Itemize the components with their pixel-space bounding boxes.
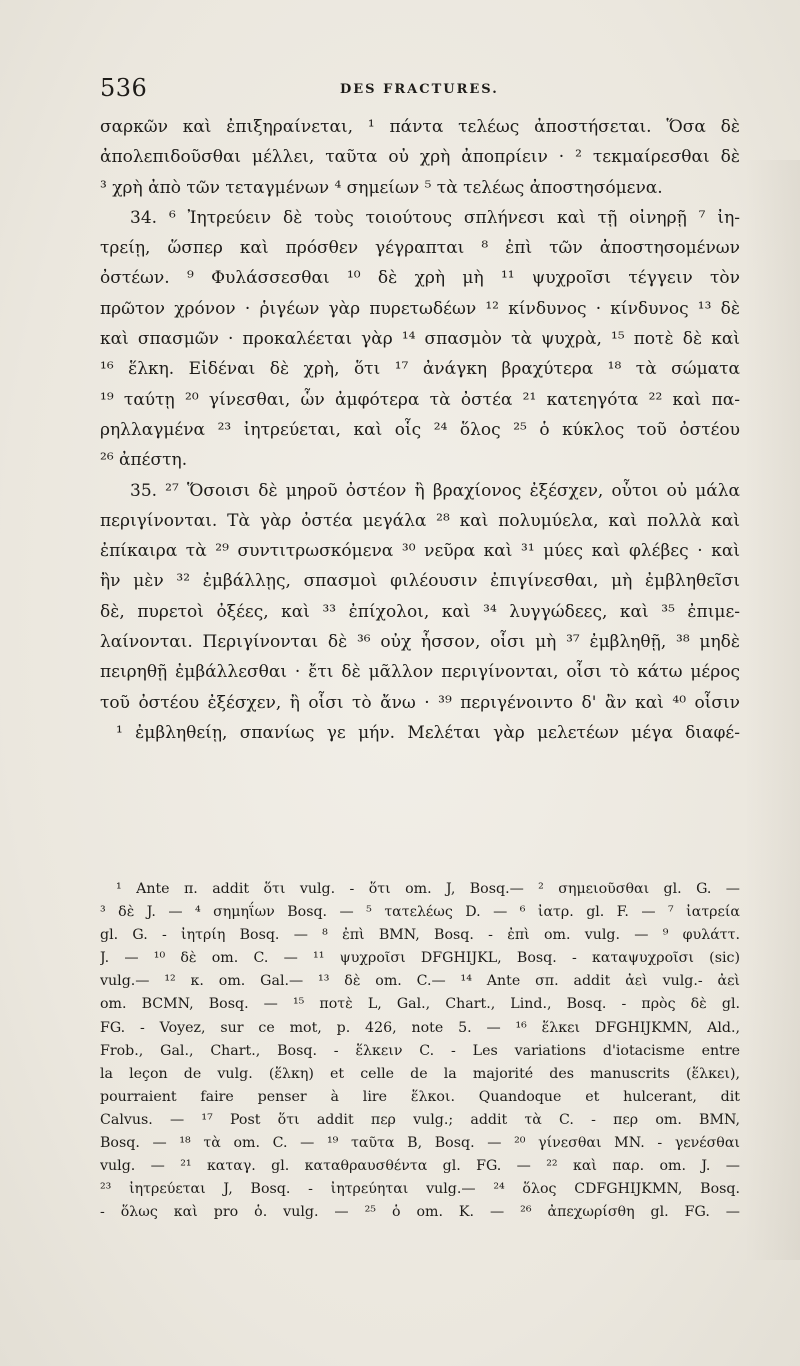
- text-line: ἢν μὲν ³² ἐμβάλλῃς, σπασμοὶ φιλέουσιν ἐπιγίνεσθαι, μὴ ἐμβληθεῖσι: [100, 571, 740, 592]
- page-header: [100, 70, 740, 110]
- text-line: ρηλλαγμένα ²³ ἰητρεύεται, καὶ οἷς ²⁴ ὅλος ²⁵ ὁ κύκλος τοῦ ὀστέου: [100, 419, 740, 440]
- text-line: τρείῃ, ὥσπερ καὶ πρόσθεν γέγραπται ⁸ ἐπὶ τῶν ἀποστησομένων: [100, 238, 740, 259]
- text-line: δὲ, πυρετοὶ ὀξέες, καὶ ³³ ἐπίχολοι, καὶ ³⁴ λυγγώδεες, καὶ ³⁵ ἐπιμε-: [100, 601, 740, 622]
- text-line: ¹ ἐμβληθείῃ, σπανίως γε μήν. Μελέται γὰρ μελετέων μέγα διαφέ-: [116, 722, 740, 743]
- text-line: λαίνονται. Περιγίνονται δὲ ³⁶ οὐχ ἧσσον, οἷσι μὴ ³⁷ ἐμβληθῇ, ³⁸ μηδὲ: [100, 632, 740, 653]
- footnote-line: ¹ Ante π. addit ὅτι vulg. - ὅτι om. J, Bosq.— ² σημειοῦσθαι gl. G. —: [116, 881, 740, 897]
- footnote-line: FG. - Voyez, sur ce mot, p. 426, note 5. — ¹⁶ ἕλκει DFGHIJKMN, Ald.,: [100, 1019, 740, 1036]
- text-line: πειρηθῇ ἐμβάλλεσθαι · ἔτι δὲ μᾶλλον περιγίνονται, οἷσι τὸ κάτω μέρος: [100, 662, 740, 683]
- main-text: [100, 112, 740, 748]
- footnote-line: vulg.— ¹² κ. om. Gal.— ¹³ δὲ om. C.— ¹⁴ Ante σπ. addit ἀεὶ vulg.- ἀεὶ: [100, 973, 740, 990]
- footnote-line: - ὅλως καὶ pro ὁ. vulg. — ²⁵ ὁ om. K. — ²⁶ ἀπεχωρίσθη gl. FG. —: [100, 1204, 740, 1221]
- running-head: DES FRACTURES.: [340, 82, 499, 97]
- footnote-line: ³ δὲ J. — ⁴ σημηΐων Bosq. — ⁵ τατελέως D. — ⁶ ἰατρ. gl. F. — ⁷ ἰατρεία: [100, 904, 740, 921]
- footnote-line: la leçon de vulg. (ἕλκη) et celle de la majorité des manuscrits (ἕλκει),: [100, 1065, 740, 1082]
- text-line: 35. ²⁷ Ὅσοισι δὲ μηροῦ ὀστέον ἢ βραχίονος ἐξέσχεν, οὗτοι οὐ μάλα: [130, 480, 740, 501]
- text-line: ¹⁶ ἕλκη. Εἰδέναι δὲ χρὴ, ὅτι ¹⁷ ἀνάγκη βραχύτερα ¹⁸ τὰ σώματα: [100, 359, 740, 380]
- footnote-line: Frob., Gal., Chart., Bosq. - ἕλκειν C. - Les variations d'iotacisme entre: [100, 1042, 740, 1059]
- footnote-line: Bosq. — ¹⁸ τὰ om. C. — ¹⁹ ταῦτα B, Bosq. — ²⁰ γίνεσθαι MN. - γενέσθαι: [100, 1135, 740, 1152]
- footnote-line: pourraient faire penser à lire ἕλκοι. Quandoque et hulcerant, dit: [100, 1088, 740, 1105]
- footnotes: [100, 878, 740, 1224]
- text-line: τοῦ ὀστέου ἐξέσχεν, ἢ οἷσι τὸ ἄνω · ³⁹ περιγένοιντο δ' ἂν καὶ ⁴⁰ οἷσιν: [100, 692, 740, 713]
- footnote-line: J. — ¹⁰ δὲ om. C. — ¹¹ ψυχροῖσι DFGHIJKL, Bosq. - καταψυχροῖσι (sic): [100, 950, 740, 967]
- page-number: 536: [100, 74, 148, 102]
- text-line: πρῶτον χρόνον · ῥιγέων γὰρ πυρετωδέων ¹² κίνδυνος · κίνδυνος ¹³ δὲ: [100, 298, 740, 319]
- text-line: ¹⁹ ταύτῃ ²⁰ γίνεσθαι, ὧν ἀμφότερα τὰ ὀστέα ²¹ κατεηγότα ²² καὶ πα-: [100, 389, 740, 410]
- footnote-line: vulg. — ²¹ καταγ. gl. καταθραυσθέντα gl. FG. — ²² καὶ παρ. om. J. —: [100, 1158, 740, 1175]
- text-line: 34. ⁶ Ἰητρεύειν δὲ τοὺς τοιούτους σπλήνεσι καὶ τῇ οἰνηρῇ ⁷ ἰη-: [130, 207, 740, 228]
- text-line: ³ χρὴ ἀπὸ τῶν τεταγμένων ⁴ σημείων ⁵ τὰ τελέως ἀποστησόμενα.: [100, 177, 663, 198]
- footnote-line: gl. G. - ἰητρίη Bosq. — ⁸ ἐπὶ BMN, Bosq. - ἐπὶ om. vulg. — ⁹ φυλάττ.: [100, 927, 740, 944]
- text-line: περιγίνονται. Τὰ γὰρ ὀστέα μεγάλα ²⁸ καὶ πολυμύελα, καὶ πολλὰ καὶ: [100, 510, 740, 531]
- text-line: ἐπίκαιρα τὰ ²⁹ συντιτρωσκόμενα ³⁰ νεῦρα καὶ ³¹ μύες καὶ φλέβες · καὶ: [100, 541, 740, 562]
- text-line: ὀστέων. ⁹ Φυλάσσεσθαι ¹⁰ δὲ χρὴ μὴ ¹¹ ψυχροῖσι τέγγειν τὸν: [100, 268, 740, 289]
- text-line: ²⁶ ἀπέστη.: [100, 450, 188, 471]
- footnote-line: Calvus. — ¹⁷ Post ὅτι addit περ vulg.; addit τὰ C. - περ om. BMN,: [100, 1111, 740, 1128]
- paper-edge-shadow: [745, 160, 800, 1260]
- footnote-line: ²³ ἰητρεύεται J, Bosq. - ἰητρεύηται vulg.— ²⁴ ὅλος CDFGHIJKMN, Bosq.: [100, 1181, 740, 1198]
- text-line: ἀπολεπιδοῦσθαι μέλλει, ταῦτα οὐ χρὴ ἀποπρίειν · ² τεκμαίρεσθαι δὲ: [100, 147, 740, 168]
- text-line: καὶ σπασμῶν · προκαλέεται γὰρ ¹⁴ σπασμὸν τὰ ψυχρὰ, ¹⁵ ποτὲ δὲ καὶ: [100, 329, 740, 350]
- text-line: σαρκῶν καὶ ἐπιξηραίνεται, ¹ πάντα τελέως ἀποστήσεται. Ὅσα δὲ: [100, 117, 740, 137]
- footnote-line: om. BCMN, Bosq. — ¹⁵ ποτὲ L, Gal., Chart., Lind., Bosq. - πρὸς δὲ gl.: [100, 996, 740, 1013]
